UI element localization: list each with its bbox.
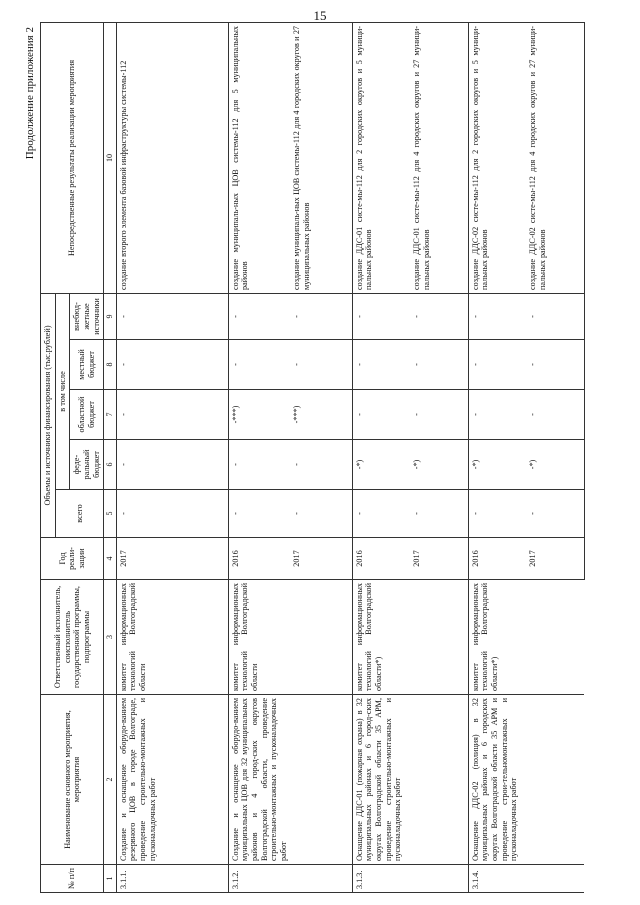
row-number: 3.1.1. <box>116 865 228 893</box>
column-number: 1 <box>104 865 116 893</box>
column-number: 2 <box>104 695 116 865</box>
header-funding: Объемы и источники финансирования (тыс.рублей) <box>41 293 56 537</box>
year-cell: 2016 <box>352 538 410 580</box>
regional-cell: -***) <box>228 390 290 440</box>
federal-cell: -*) <box>352 440 410 490</box>
column-number: 6 <box>104 440 116 490</box>
regional-cell: - <box>468 390 526 440</box>
total-cell: - <box>116 490 228 538</box>
federal-cell: - <box>290 440 352 490</box>
header-total: всего <box>55 490 104 538</box>
column-number: 5 <box>104 490 116 538</box>
header-year: Год реали-зации <box>41 538 104 580</box>
header-federal: феде-ральный бюджет <box>70 440 104 490</box>
year-cell: 2017 <box>410 538 468 580</box>
continuation-caption: Продолжение приложения 2 <box>24 27 36 160</box>
federal-cell: -*) <box>410 440 468 490</box>
year-cell: 2017 <box>526 538 584 580</box>
column-number: 10 <box>104 22 116 293</box>
federal-cell: - <box>228 440 290 490</box>
local-cell: - <box>290 340 352 390</box>
total-cell: - <box>410 490 468 538</box>
responsible-executor: комитет информационных технологий Волгоградской области <box>116 580 228 695</box>
column-number: 3 <box>104 580 116 695</box>
column-number: 4 <box>104 538 116 580</box>
total-cell: - <box>290 490 352 538</box>
page-number: 15 <box>313 8 327 23</box>
result-cell: создание муниципаль-ных ЦОВ системы-112 для 5 муниципальных районов <box>228 22 290 293</box>
local-cell: - <box>410 340 468 390</box>
result-cell: создание ДДС-02 систе-мы-112 для 2 городских округов и 5 муници-пальных районов <box>468 22 526 293</box>
result-cell: создание ДДС-01 систе-мы-112 для 2 городских округов и 5 муници-пальных районов <box>352 22 410 293</box>
header-extra: внебюд-жетные источники <box>70 293 104 339</box>
regional-cell: -***) <box>290 390 352 440</box>
regional-cell: - <box>116 390 228 440</box>
header-regional: областной бюджет <box>70 390 104 440</box>
year-cell: 2017 <box>290 538 352 580</box>
program-activities-table <box>40 22 585 893</box>
result-cell: создание ДДС-01 систе-мы-112 для 4 городских округов и 27 муници-пальных районов <box>410 22 468 293</box>
total-cell: - <box>526 490 584 538</box>
local-cell: - <box>352 340 410 390</box>
total-cell: - <box>352 490 410 538</box>
result-cell: создание второго элемента базовой инфраструктуры системы-112 <box>116 22 228 293</box>
column-number: 8 <box>104 340 116 390</box>
federal-cell: - <box>116 440 228 490</box>
year-cell: 2016 <box>228 538 290 580</box>
regional-cell: - <box>352 390 410 440</box>
activity-name: Оснащение ДДС-01 (пожарная охрана) в 32 муниципальных районах и 6 город-ских округах Волгоградской области 35 АРМ, проведение строительно-монтажных и пусконаладочных работ <box>352 695 468 865</box>
extra-cell: - <box>352 293 410 339</box>
column-number: 7 <box>104 390 116 440</box>
rotated-table-page <box>24 23 624 893</box>
activity-name: Оснащение ДДС-02 (полиция) в 32 муниципальных районах и 6 городских округах Волгоградской области 35 АРМ и проведение строи-тельномонтажных и пусконаладочных работ <box>468 695 584 865</box>
federal-cell: -*) <box>468 440 526 490</box>
table-row <box>116 22 228 892</box>
extra-cell: - <box>116 293 228 339</box>
regional-cell: - <box>410 390 468 440</box>
local-cell: - <box>228 340 290 390</box>
extra-cell: - <box>526 293 584 339</box>
federal-cell: -*) <box>526 440 584 490</box>
table-row <box>352 22 410 892</box>
total-cell: - <box>468 490 526 538</box>
header-incl: в том числе <box>55 293 70 489</box>
extra-cell: - <box>290 293 352 339</box>
activity-name: Создание и оснащение оборудо-ванием резервного ЦОВ в городе Волгограде, проведение строительно-монтажных и пусконаладочных работ <box>116 695 228 865</box>
regional-cell: - <box>526 390 584 440</box>
result-cell: создание муниципаль-ных ЦОВ системы-112 для 4 городских округов и 27 муниципальных районов <box>290 22 352 293</box>
header-local: местный бюджет <box>70 340 104 390</box>
total-cell: - <box>228 490 290 538</box>
extra-cell: - <box>228 293 290 339</box>
responsible-executor: комитет информационных технологий Волгоградской области*) <box>352 580 468 695</box>
responsible-executor: комитет информационных технологий Волгоградской области*) <box>468 580 584 695</box>
column-number: 9 <box>104 293 116 339</box>
year-cell: 2016 <box>468 538 526 580</box>
local-cell: - <box>468 340 526 390</box>
year-cell: 2017 <box>116 538 228 580</box>
responsible-executor: комитет информационных технологий Волгоградской области <box>228 580 352 695</box>
table-row <box>468 22 526 892</box>
table-row <box>228 22 290 892</box>
local-cell: - <box>526 340 584 390</box>
row-number: 3.1.3. <box>352 865 468 893</box>
result-cell: создание ДДС-02 систе-мы-112 для 4 городских округов и 27 муници-пальных районов <box>526 22 584 293</box>
header-name: Наименование основного мероприятия, мероприятия <box>41 695 104 865</box>
extra-cell: - <box>410 293 468 339</box>
local-cell: - <box>116 340 228 390</box>
header-executor: Ответственный исполнитель, соисполнитель государственной программы, подпрограммы <box>41 580 104 695</box>
activity-name: Создание и оснащение оборудо-ванием муниципальных ЦОВ для 32 муниципальных районов и 4 город-ских округов Волгоградской области, проведение строительно-монтажных и пусконаладочных работ <box>228 695 352 865</box>
header-num: № п/п <box>41 865 104 893</box>
extra-cell: - <box>468 293 526 339</box>
row-number: 3.1.4. <box>468 865 584 893</box>
row-number: 3.1.2. <box>228 865 352 893</box>
header-results: Непосредственные результаты реализации мероприятия <box>41 22 104 293</box>
